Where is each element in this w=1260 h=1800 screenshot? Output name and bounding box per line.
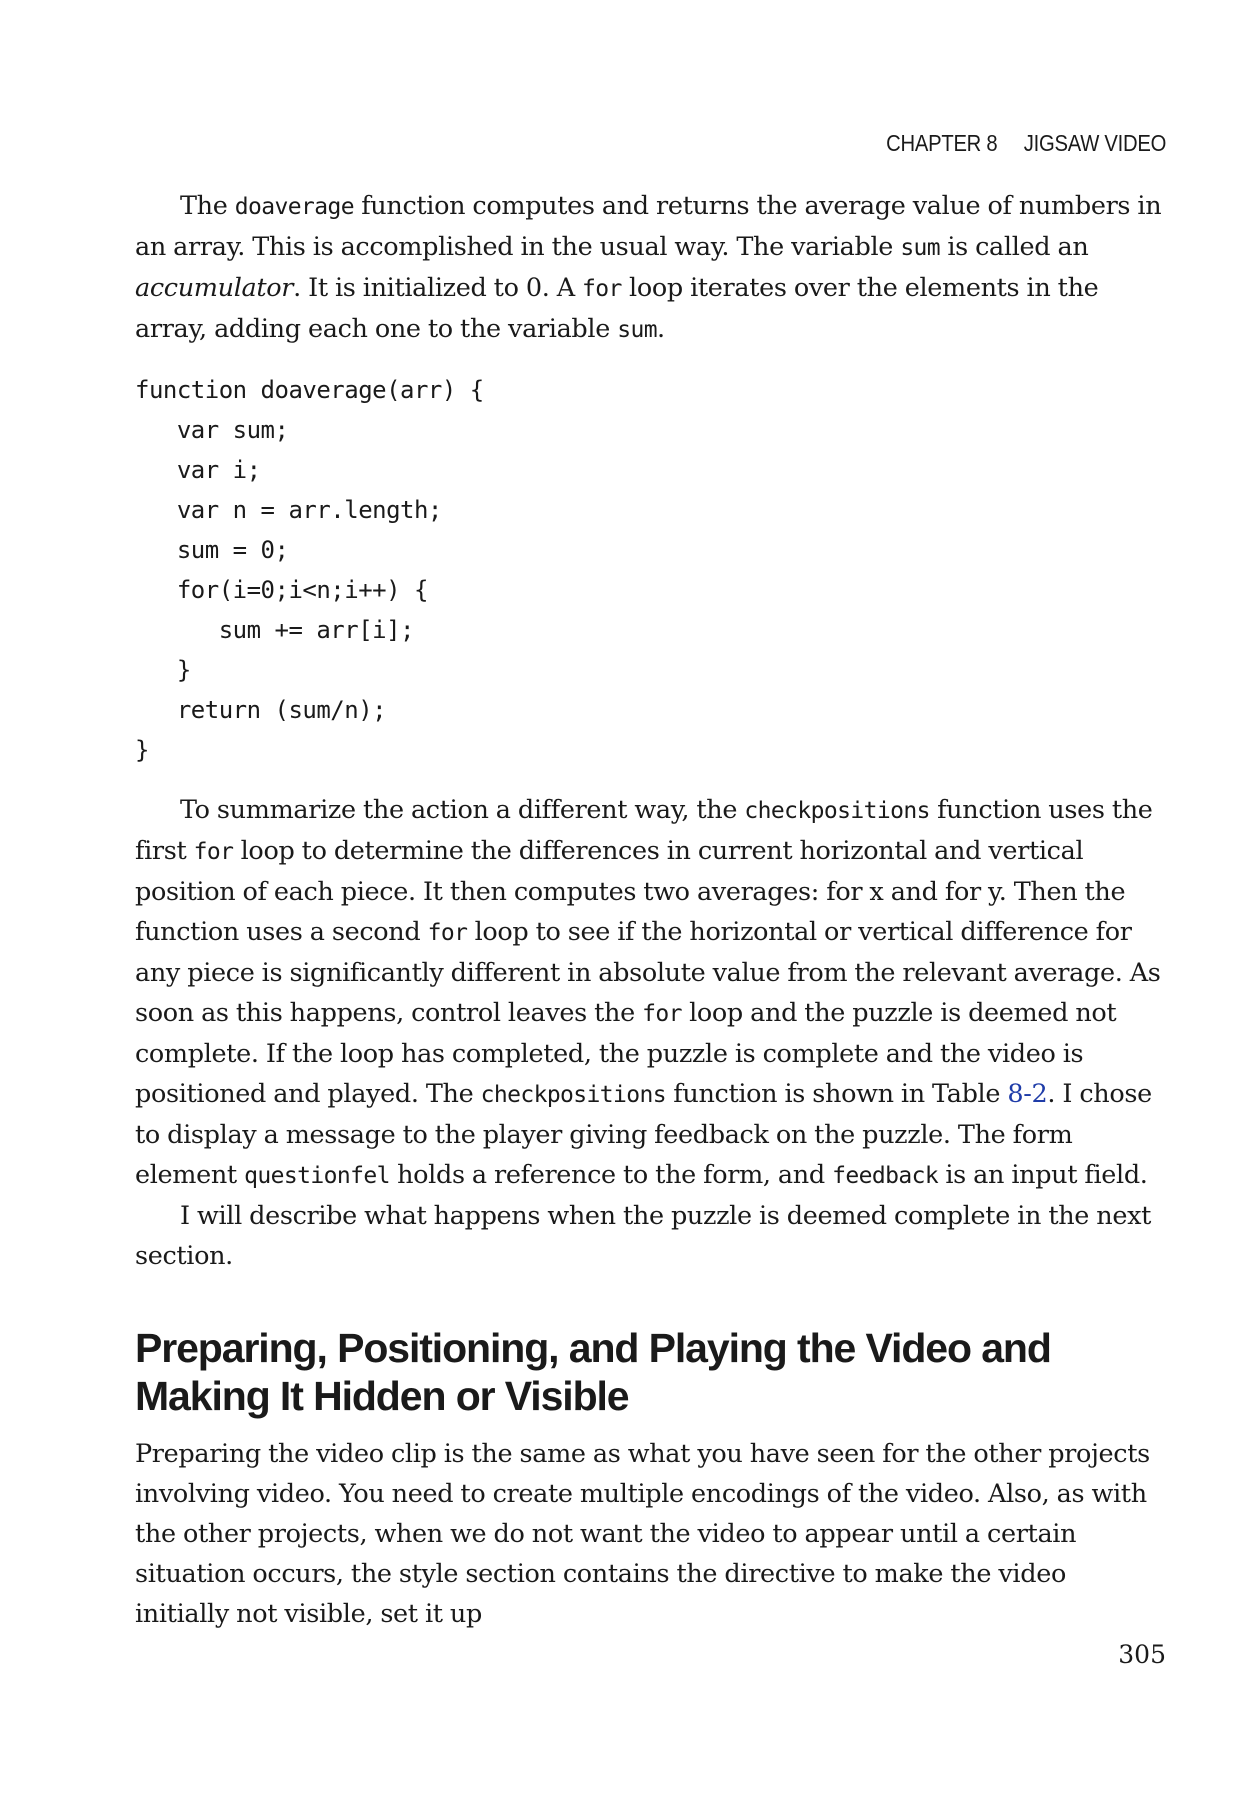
text-run: To summarize the action a different way, the [180,795,745,825]
table-reference-link[interactable]: 8-2 [1007,1079,1048,1109]
text-run: function computes and returns the average value of numbers in an array. This is accomplished in the usual way. The variable [135,191,1162,262]
code-line: var i; [135,456,261,484]
text-run: is called an [940,232,1089,262]
text-run: loop and the puzzle is deemed not complete. If the loop has completed, the puzzle is complete and the video is positioned and played. The [135,998,1117,1109]
text-run: function uses the first [135,795,1153,866]
code-line: for(i=0;i<n;i++) { [135,576,428,604]
inline-code: questionfel [244,1163,390,1189]
section-heading: Preparing, Positioning, and Playing the Video and Making It Hidden or Visible [135,1325,1051,1419]
chapter-title: JIGSAW VIDEO [1023,130,1166,156]
code-listing [135,370,1165,770]
paragraph-checkpositions-summary [135,790,1165,1196]
code-line: return (sum/n); [135,696,387,724]
page-number: 305 [1118,1640,1166,1669]
chapter-label: CHAPTER 8 [886,130,998,156]
inline-code: doaverage [234,194,354,220]
inline-code: for [582,276,622,302]
text-run: loop to determine the differences in current horizontal and vertical position of each piece. It then computes two averages: for x and for y. Then the function uses a second [135,836,1126,947]
paragraph-next-section-note: I will describe what happens when the puzzle is deemed complete in the next section. [135,1201,1152,1271]
code-line: var sum; [135,416,289,444]
code-line: } [135,656,191,684]
inline-code: checkpositions [744,798,930,824]
text-run: . [656,314,665,344]
inline-code: for [427,920,468,946]
page-body [135,186,1165,1634]
text-run: . I chose to display a message to the player giving feedback on the puzzle. The form element [135,1079,1152,1190]
text-run: . It is initialized to 0. A [293,273,583,303]
text-run: loop to see if the horizontal or vertical difference for any piece is significantly different in absolute value from the relevant average. As soon as this happens, control leaves the [135,917,1161,1028]
text-run: The [180,191,235,221]
inline-code: feedback [832,1163,939,1189]
text-run: function is shown in Table [666,1079,1008,1109]
text-run: loop iterates over the elements in the array, adding each one to the variable [135,273,1099,344]
code-line: var n = arr.length; [135,496,442,524]
text-run: is an input field. [938,1160,1148,1190]
paragraph-doaverage-intro [135,186,1165,350]
code-line: function doaverage(arr) { [135,376,484,404]
inline-code: for [642,1001,682,1027]
code-line: sum = 0; [135,536,289,564]
inline-code: sum [617,317,657,343]
code-line: } [135,736,149,764]
inline-code: for [193,839,234,865]
running-head [886,130,1166,157]
inline-code: checkpositions [480,1082,667,1108]
code-line: sum += arr[i]; [135,616,414,644]
inline-code: sum [900,235,941,261]
text-run: holds a reference to the form, and [389,1160,833,1190]
emphasis: accumulator [135,273,294,303]
paragraph-video-preparation: Preparing the video clip is the same as what you have seen for the other projects involving video. You need to create multiple encodings of the video. Also, as with the other projects, when we do not want the video to appear until a certain situation occurs, the style section contains the directive to make the video initially not visible, set it up [135,1439,1150,1629]
